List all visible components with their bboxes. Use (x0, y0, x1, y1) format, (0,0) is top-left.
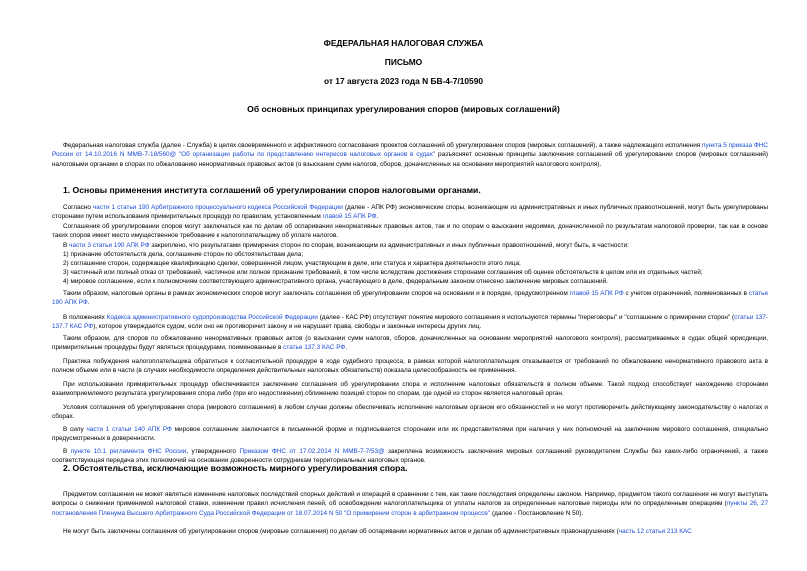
section-heading-2: 2. Обстоятельства, исключающие возможность мирного урегулирования спора. (63, 463, 408, 473)
text: . (87, 299, 90, 307)
text: Федеральная налоговая служба (далее - Служба) в целях своевременного и эффективного согласования проектов соглашений об урегулировании споров (мировых соглашений), а также надлежащего исполнения (63, 142, 703, 149)
text: При использовании примирительных процедур обеспечивается заключение соглашения об урегулировании спора и исполнение налоговых обязательств в полном объеме. Такой подход способствует нахождению сторонами взаимоприемлемого результата урегулирования спора либо (при его недостижении) сближению позиций сторон по спорам, где одной из сторон является налоговый орган. (52, 381, 768, 398)
text: Таким образом, для споров по обжалованию ненормативных правовых актов (о взыскании сумм налогов, сборов, доначисленных на основании мероприятий налогового контроля), рассматриваемых в судах общей юрисдикции, примирительные процедуры будут являться процедурами, поименованные в (52, 335, 768, 352)
list-item-4: 4) мировое соглашение, если к полномочиям соответствующего административного органа, участвующего в деле, федеральным законом отнесено заключение мировых соглашений. (63, 278, 608, 285)
paragraph-kas (52, 313, 768, 332)
section-heading-1: 1. Основы применения института соглашений об урегулировании споров налоговыми органами. (63, 185, 481, 195)
text: В (63, 242, 70, 249)
text: . (376, 213, 379, 221)
link-apk-chapter15-2[interactable]: главой 15 АПК РФ (569, 290, 624, 297)
text: ), которое утверждается судом, если оно не противоречит закону и не нарушает права, свободы и законные интересы других лиц. (93, 323, 482, 331)
paragraph-apk-190-part3 (52, 241, 768, 250)
paragraph-conclusion-apk (52, 289, 768, 308)
text: Практика побуждения налогоплательщика обратиться к согласительной процедуре в ходе судебного процесса, в рамках которой налогоплательщик отказывается от требований по обжалованию ненормативного правового акта в полном объеме или в части (в случаях необходимости определения действительных налоговых обязательств) показала целесообразность ее применения. (52, 358, 768, 375)
paragraph-apk-140 (52, 425, 768, 444)
paragraph-procedures (52, 380, 768, 399)
agency-name: ФЕДЕРАЛЬНАЯ НАЛОГОВАЯ СЛУЖБА (323, 38, 484, 48)
text: В положениях (63, 314, 107, 321)
text: закреплена возможность заключения мировых соглашений руководителем Службы без каких-либо ограничений, а также соответствующая передача этих полномочий на основании доверенности сотрудникам территориальных налоговых органов. (52, 448, 769, 465)
link-kas-rf[interactable]: Кодекса административного судопроизводства Российской Федерации (106, 314, 318, 321)
text: В силу (63, 426, 87, 433)
paragraph-exclusions (52, 527, 768, 536)
link-order-fns-560[interactable]: пункта 5 приказа ФНС России от 14.10.2016 N ММВ-7-18/560@ "Об организации работы по представлению интересов налоговых органов в судах" (52, 142, 768, 159)
text: мировое соглашение заключается в письменной форме и подписывается сторонами или их представителями при наличии у них полномочий на заключение мирового соглашения, специально предусмотренных в доверенности. (52, 426, 768, 443)
link-apk-190-part1[interactable]: части 1 статьи 190 Арбитражного процессуального кодекса Российской Федерации (92, 204, 343, 211)
text: (далее - КАС РФ) отсутствует понятие мирового соглашения и используются термины "переговоры" и "соглашение о примирении сторон" ( (317, 314, 735, 321)
document-subject: Об основных принципах урегулирования споров (мировых соглашений) (247, 104, 560, 114)
link-apk-190[interactable]: статье 190 АПК РФ (52, 290, 768, 307)
document-type: ПИСЬМО (384, 57, 423, 67)
text: Таким образом, налоговые органы в рамках экономических споров могут заключать соглашения об урегулировании споров на основании и в порядке, предусмотренном (63, 290, 570, 297)
text: закреплено, что результатами примирения сторон по спорам, возникающим из административных и иных публичных правоотношений, могут быть, в частности: (149, 242, 629, 249)
document-date-number: от 17 августа 2023 года N БВ-4-7/10590 (323, 76, 484, 86)
text: разъясняет основные принципы заключения соглашений об урегулировании споров (мировых соглашений) налоговыми органами в спорах по обжалованию ненормативных правовых актов (о взыскании сумм налогов, сборов, доначисленных на основании мероприятий налогового контроля). (52, 151, 768, 168)
link-kas-213[interactable]: часть 12 статьи 213 КАС (618, 528, 692, 535)
paragraph-agreements-scope (52, 222, 768, 241)
paragraph-apk-190 (52, 203, 768, 222)
text: . (345, 344, 348, 352)
text: В (63, 448, 71, 455)
paragraph-practice (52, 357, 768, 376)
text: , утвержденного (186, 448, 240, 455)
text: Не могут быть заключены соглашения об урегулировании споров (мировые соглашения) по делам об оспаривании нормативных актов и делам об административных правонарушениях ( (63, 528, 619, 535)
link-fns-regulation[interactable]: пункте 10.1 регламента ФНС России (70, 448, 187, 455)
text: Предметом соглашения не может являться изменение налоговых последствий спорных действий и операций в сравнении с тем, как такие последствия определены законом. Например, предметом такого соглашения не могут выступать вопросы о снижении применимой налоговой ставки, изменении правил исчисления пеней, об освобождении налогоплательщика от уплаты налогов за определенные налоговые периоды или по определенным операциям ( (52, 491, 768, 508)
text: (далее - Постановление N 50). (490, 509, 584, 517)
text: Согласно (63, 204, 93, 211)
link-apk-140[interactable]: части 1 статьи 140 АПК РФ (86, 426, 172, 433)
list-item-1: 1) признание обстоятельств дела, соглашение сторон по обстоятельствам дела; (63, 251, 304, 258)
link-vas-plenum-50[interactable]: пункты 26, 27 постановления Пленума Высшего Арбитражного Суда Российской Федерации от 18.07.2014 N 50 "О примирении сторон в арбитражном процессе" (52, 500, 768, 517)
link-apk-chapter15[interactable]: главой 15 АПК РФ (322, 213, 377, 221)
paragraph-conditions (52, 403, 768, 422)
paragraph-subject-limits (52, 490, 768, 518)
link-apk-190-part3[interactable]: части 3 статьи 190 АПК РФ (69, 242, 150, 249)
text: Соглашения об урегулировании споров могут заключаться как по делам об оспаривании ненормативных правовых актов, так и по спорам о взыскании недоимки, доначисленной по результатам налоговой проверки, так как в основе таких споров имеет место имущественное требование к налогоплательщику об уплате налогов. (52, 223, 768, 240)
text: Условия соглашения об урегулировании спора (мирового соглашения) в любом случае должны обеспечивать исполнение налоговым органом его обязанностей и не могут противоречить действующему законодательству о налогах и сборах. (52, 404, 768, 421)
text: (далее - АПК РФ) экономические споры, возникающие из административных и иных публичных правоотношений, могут быть урегулированы сторонами путем использования примирительных процедур по правилам, установленным (52, 204, 768, 221)
list-item-3: 3) частичный или полный отказ от требований, частичное или полное признание требований, в том числе вследствие достижения сторонами соглашения об оценке обстоятельств в целом или их отдельных частей; (63, 269, 703, 276)
link-kas-137[interactable]: статьи 137-137.7 КАС РФ (52, 314, 768, 331)
paragraph-intro (52, 141, 768, 169)
link-order-fns-53[interactable]: Приказом ФНС от 17.02.2014 N ММВ-7-7/53@ (239, 448, 385, 455)
link-kas-137-3[interactable]: статье 137.3 КАС РФ (283, 344, 346, 352)
paragraph-kas-137-3 (52, 334, 768, 353)
list-item-2: 2) соглашение сторон, содержащее квалификацию сделки, совершенной лицом, участвующим в деле, или статуса и характера деятельности этого лица; (63, 260, 521, 267)
text: с учетом ограничений, поименованных в (623, 290, 749, 297)
